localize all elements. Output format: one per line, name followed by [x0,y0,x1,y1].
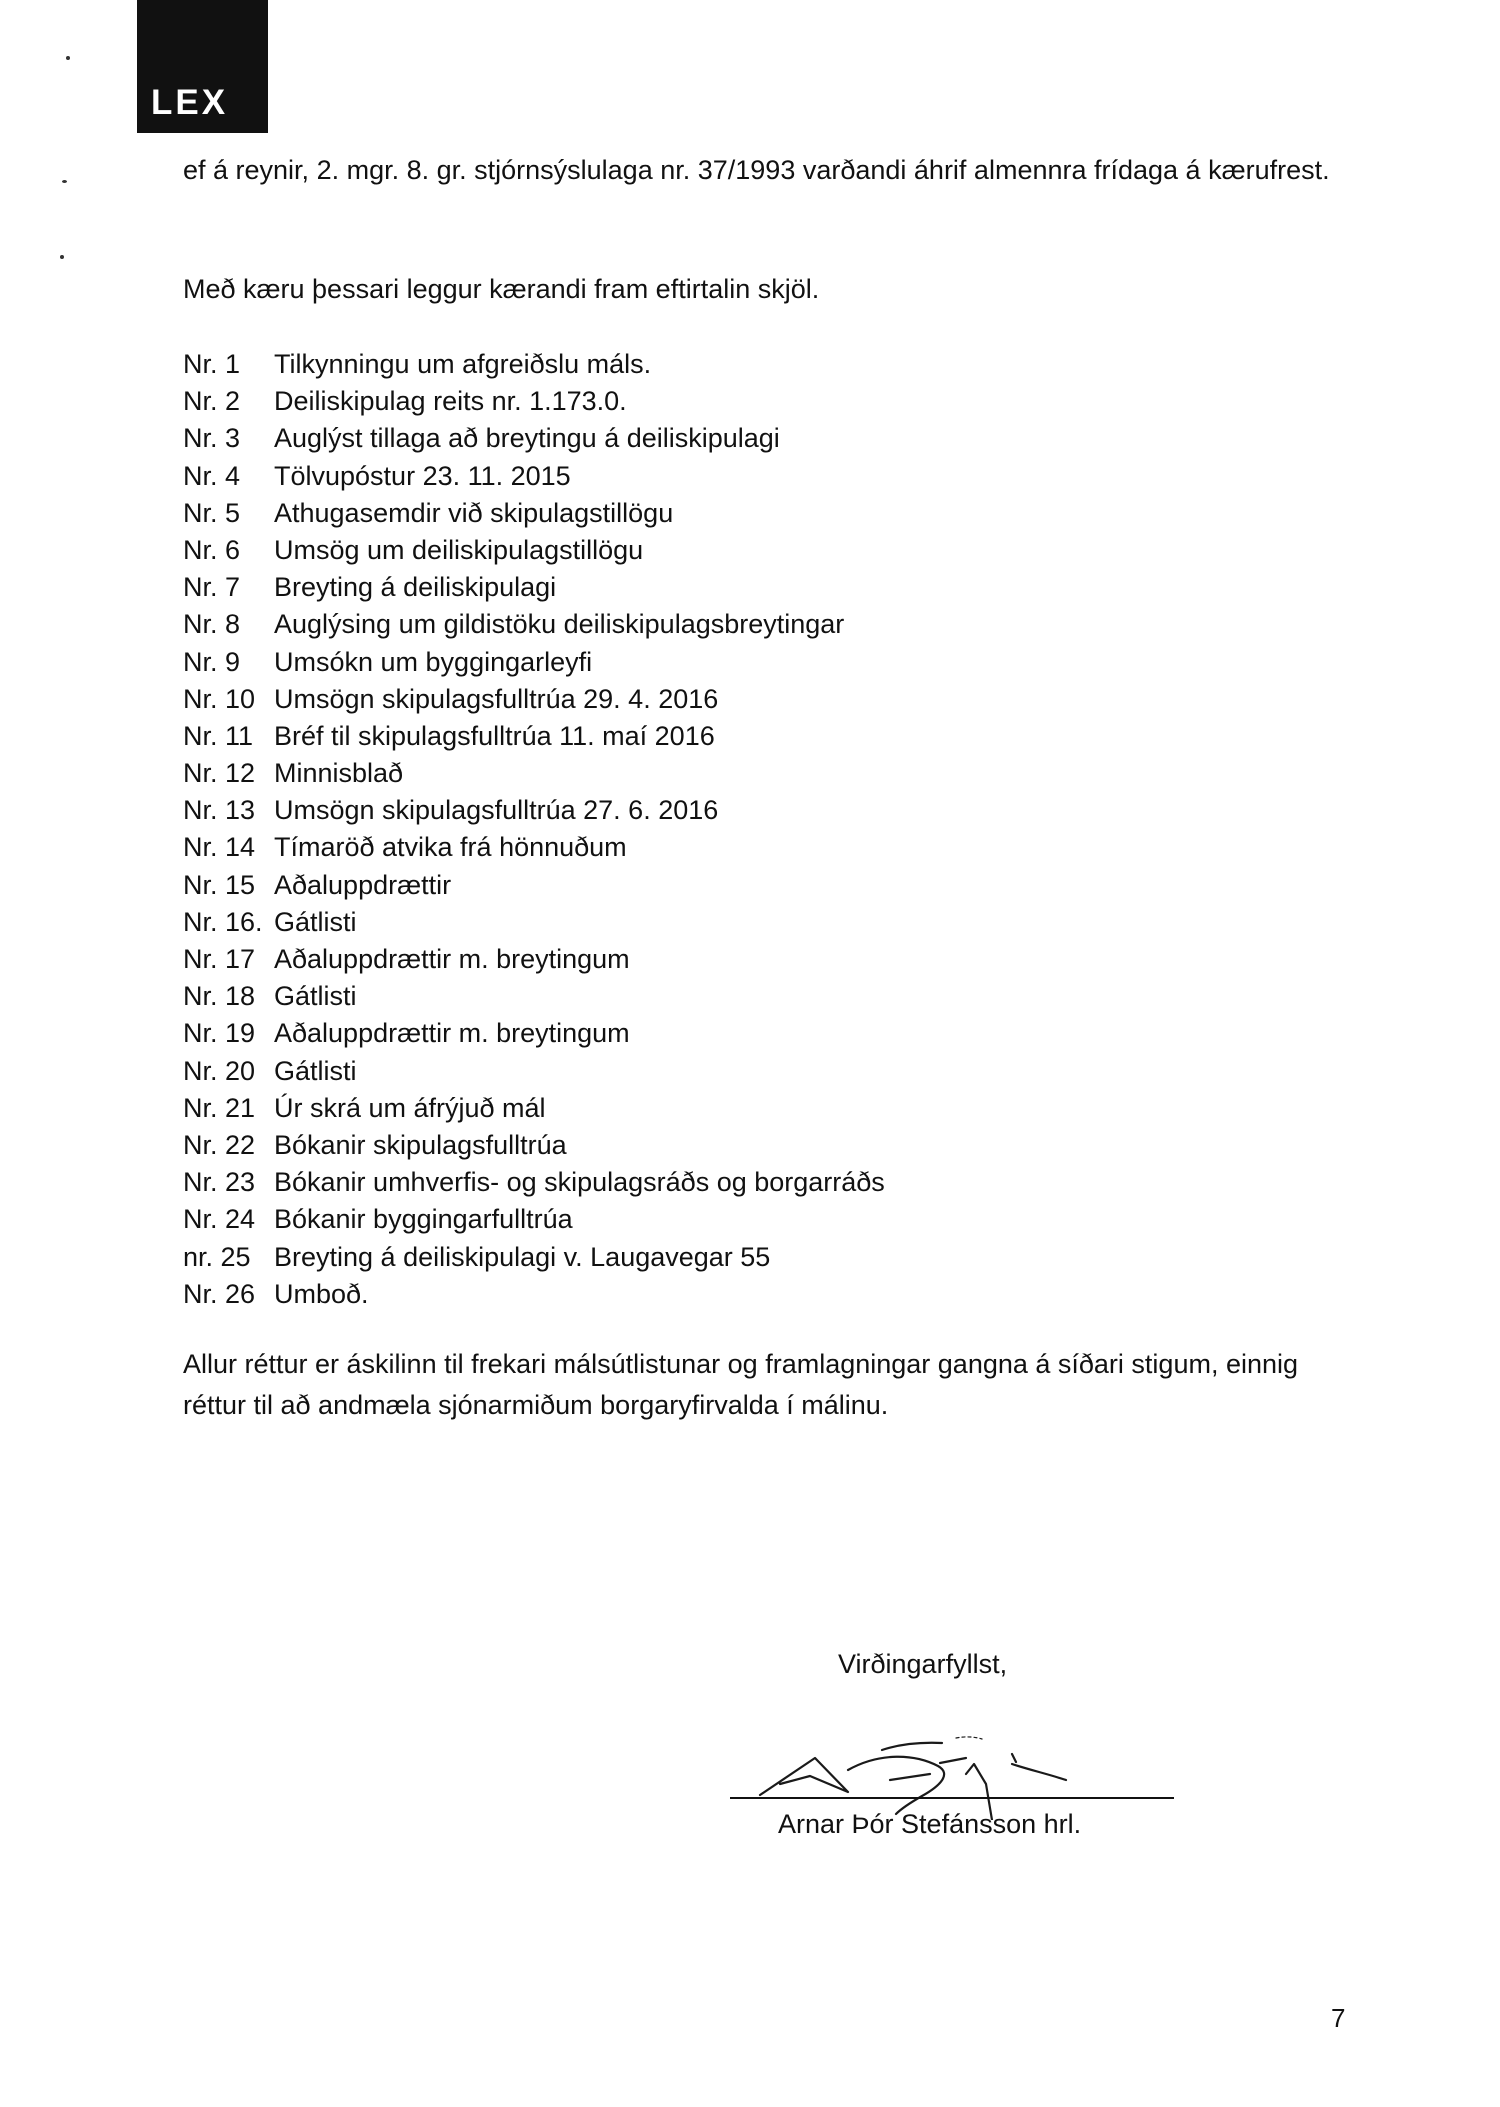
document-title: Umsókn um byggingarleyfi [274,646,593,677]
document-title: Athugasemdir við skipulagstillögu [274,497,674,528]
regards-text: Virðingarfyllst, [838,1649,1008,1679]
document-title: Tölvupóstur 23. 11. 2015 [274,460,571,491]
signature-line [730,1797,1174,1799]
document-number: Nr. 23 [183,1167,256,1198]
document-list-item [183,1276,885,1313]
document-title: Aðaluppdrættir [274,869,452,900]
document-number: nr. 25 [183,1241,251,1272]
document-title: Umsögn skipulagsfulltrúa 27. 6. 2016 [274,795,719,826]
document-list-item [183,681,885,718]
document-title: Auglýsing um gildistöku deiliskipulagsbreytingar [274,609,845,640]
document-number: Nr. 20 [183,1055,256,1086]
document-title: Gátlisti [274,906,357,937]
document-number: Nr. 22 [183,1129,256,1160]
document-title: Tímaröð atvika frá hönnuðum [274,832,627,863]
document-number: Nr. 26 [183,1278,256,1309]
document-number: Nr. 10 [183,683,256,714]
document-number: Nr. 19 [183,1018,256,1049]
closing-paragraph: Allur réttur er áskilinn til frekari málsútlistunar og framlagningar gangna á síðari stigum, einnig réttur til að andmæla sjónarmiðum borgaryfirvalda í málinu. [183,1349,1299,1420]
document-list-item [183,532,885,569]
document-number: Nr. 13 [183,795,256,826]
document-title: Aðaluppdrættir m. breytingum [274,1018,630,1049]
document-title: Umsög um deiliskipulagstillögu [274,534,644,565]
document-number: Nr. 2 [183,386,241,417]
document-number: Nr. 12 [183,758,256,789]
document-number: Nr. 6 [183,534,241,565]
document-list-item [183,420,885,457]
intro-paragraph: ef á reynir, 2. mgr. 8. gr. stjórnsýslulaga nr. 37/1993 varðandi áhrif almennra frídaga á kærufrest. [183,155,1330,185]
document-list-item [183,1053,885,1090]
signer-name: Arnar Þór Stefánsson hrl. [778,1809,1082,1839]
document-number: Nr. 15 [183,869,256,900]
document-title: Tilkynningu um afgreiðslu máls. [274,349,652,379]
document-list-item [183,867,885,904]
document-title: Breyting á deiliskipulagi v. Laugavegar 55 [274,1241,771,1272]
document-title: Gátlisti [274,981,357,1012]
document-list-item [183,644,885,681]
document-title: Deiliskipulag reits nr. 1.173.0. [274,386,627,417]
scan-speck [62,180,67,183]
document-list-intro: Með kæru þessari leggur kærandi fram eftirtalin skjöl. [183,274,820,304]
document-title: Úr skrá um áfrýjuð mál [274,1092,546,1123]
document-list-item [183,458,885,495]
document-list-item [183,718,885,755]
document-number: Nr. 24 [183,1204,256,1235]
document-list-item [183,755,885,792]
page-number: 7 [1331,2003,1346,2033]
document-list-item [183,346,885,383]
scan-speck [66,56,70,60]
document-list-item [183,1239,885,1276]
document-number: Nr. 11 [183,720,254,751]
document-title: Breyting á deiliskipulagi [274,572,557,603]
document-title: Bréf til skipulagsfulltrúa 11. maí 2016 [274,720,715,751]
document-number: Nr. 14 [183,832,256,863]
document-list-item [183,829,885,866]
document-list-item [183,941,885,978]
document-list-item [183,904,885,941]
document-number: Nr. 17 [183,944,256,974]
document-number: Nr. 16. [183,906,263,937]
document-list-item [183,1201,885,1238]
document-list-item [183,606,885,643]
document-title: Bókanir umhverfis- og skipulagsráðs og borgarráðs [274,1167,885,1198]
document-list-item [183,1090,885,1127]
handwritten-signature [730,1700,1190,1820]
document-list-item [183,1127,885,1164]
document-title: Minnisblað [274,758,404,789]
document-number: Nr. 5 [183,497,241,528]
document-list-item [183,383,885,420]
document-title: Bókanir skipulagsfulltrúa [274,1129,567,1160]
document-title: Gátlisti [274,1055,357,1086]
document-number: Nr. 18 [183,981,256,1012]
logo-text: LEX [151,83,229,122]
document-list [183,346,885,1313]
document-number: Nr. 4 [183,460,241,491]
scan-speck [60,255,64,259]
document-title: Auglýst tillaga að breytingu á deiliskipulagi [274,423,780,454]
document-list-item [183,1164,885,1201]
document-number: Nr. 7 [183,572,241,603]
document-title: Umboð. [274,1278,369,1309]
document-list-item [183,569,885,606]
document-number: Nr. 3 [183,423,241,454]
document-number: Nr. 8 [183,609,241,640]
document-list-item [183,978,885,1015]
document-number: Nr. 9 [183,646,241,677]
document-list-item [183,792,885,829]
document-list-item [183,1015,885,1052]
document-number: Nr. 1 [183,349,241,379]
document-number: Nr. 21 [183,1092,256,1123]
document-title: Bókanir byggingarfulltrúa [274,1204,573,1235]
document-title: Aðaluppdrættir m. breytingum [274,944,630,974]
document-title: Umsögn skipulagsfulltrúa 29. 4. 2016 [274,683,719,714]
lex-logo [137,0,268,133]
document-list-item [183,495,885,532]
